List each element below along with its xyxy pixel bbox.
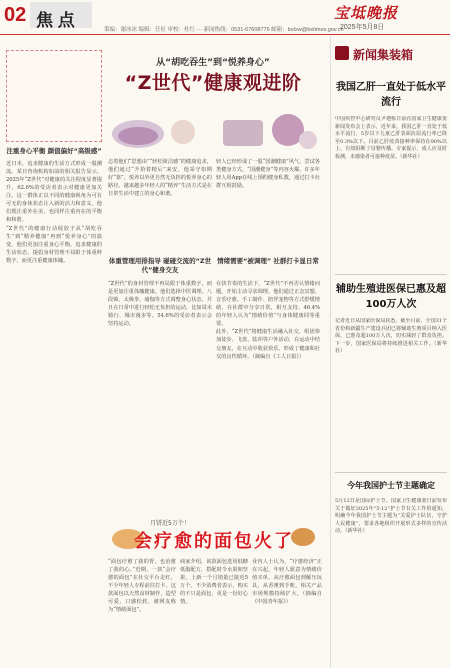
news-title-2: 辅助生殖进医保已惠及超100万人次: [336, 284, 446, 310]
subhead-1: 注重身心平衡 颜值偏好“高级感”: [6, 147, 102, 155]
article-intro: [6, 50, 102, 142]
peach-icon: [171, 120, 195, 144]
article-column-1: [6, 160, 102, 346]
news-title-3: 今年我国护士节主题确定: [347, 481, 435, 490]
issue-date: 2025年5月8日: [340, 24, 385, 31]
article-column-3b: [216, 280, 320, 505]
digest-section-title: 新闻集装箱: [353, 48, 414, 62]
bread-column-3: 业内人士认为，“疗愈经济”正在兴起，年轻人愿意为情绪价值买单。从疗愈面包到解压玩具，从香薰到手账，相关产品市场规模持续扩大。（摘编自《中国青年报》）: [252, 559, 322, 606]
fruit-illustration: [108, 92, 323, 152]
article-column-1-cont: [6, 350, 102, 666]
subhead-2: 体重管理用排指导 碰碰交流的“Z世代”健身交友: [108, 257, 212, 274]
subhead-3: 情绪需要“被调理” 社群打卡显日常: [217, 257, 319, 265]
news-body-3: 5月12日是国际护士节。国家卫生健康委日前发布关于做好2025年“5·12”护士节有关工作的通知，明确今年我国护士节主题为“关爱护士队伍，守护人民健康”，要求各地组织开展形式多样的宣传活动。（新华社）: [335, 498, 447, 534]
paragraph: “Z世代”的健康行动绽放于从“胡吃吞生”到“精养健康”再到“悦养身心”的演变。他们更加注重身心平衡，追求健康的生活状态，提倡身材管理不局限于体重秤数字，而更注重健康体魄。: [6, 225, 102, 264]
paragraph: 近日本，追求健康的生活方式形成一股潮流。某日咨询机构如前的相关报告显示，2025年“Z世代”对健康的关注程度显著提升，62.6%的受访者表示对健康更加关注。这一群体正以不同的健康视角为可有可无的身体状态注入新的活力和意义。他们既注重外在美，也同样注重内在的平衡和和谐。: [6, 161, 102, 224]
article-column-3a: 轻人已经形成了一股“国潮健康”风气。尝试各类健身方式，“国潮健身”等内容火爆，许多年轻人用App在线上预约健身私教，通过打卡社群互相鼓励。: [216, 159, 320, 190]
section-title: 焦 点: [36, 11, 75, 30]
article-column-2b: “Z世代”的身材管理不再局限于体重数字，而是更加注重体魄健康。他们选择中医调理、八段锦、太极拳、瑜伽等方式调整身心状态，并且在日常中进行轻松无负担的运动，比如周末骑行、城市漫步等。54.6%的受访者表示会坚持运动。: [108, 281, 212, 328]
page-header: [0, 0, 450, 35]
editor-credits: 策编：谢冰冰 编辑：任征 审校：杜红 ··· 新闻热线：0531-67608776 邮箱：bxtxw@bxtimes.gov.cn: [104, 27, 344, 33]
news-title-1: 我国乙肝一直处于低水平流行: [336, 82, 446, 108]
bread-column-1: “面包疗愈了我的胃，也治愈了我的心。”近期，一款“会疗愈的面包”在社交平台走红，不少年轻人专程前往打卡。这款面包以天然食材制作，造型可爱，口感松软，被网友称为“情绪面包”。: [108, 559, 176, 614]
news-digest-column: [330, 36, 450, 668]
divider: [335, 472, 447, 473]
bread-column-2: 商家介绍，该款面包选用低糖低脂配方，搭配时令水果和坚果，上新一个月销量已接近5万个。不少消费者表示，购买的不只是面包，更是一份好心情。: [180, 559, 248, 606]
divider: [335, 274, 447, 275]
news-body-2: 记者近日从国家医保局获悉，截至目前，全国31个省份和新疆生产建设兵团已将辅助生殖项目纳入医保，已惠及超100万人次，切实减轻了群众负担。下一步，国家医保局将持续推进相关工作。（新华社）: [335, 318, 447, 354]
banner-kicker: 月饼近5万个！: [150, 520, 190, 527]
news-body-1: 中国疾控中心研究员尹遵栋日前在国家卫生健康委新闻发布会上表示，近年来，我国乙肝一直处于低水平流行，5岁以下儿童乙肝表面抗原流行率已降至0.3%以下。目前乙肝疫苗接种率保持在90%以上，有效阻断了母婴传播。专家提示，成人应及时检测，未感染者可接种疫苗。（新华社）: [335, 116, 447, 160]
paragraph: 此外，“Z世代”将健康生活融入社交，组团参加徒步、飞盘、陆冲等户外活动，在运动中结交朋友，在互动中收获快乐，形成了健康和社交的良性循环。（摘编自《工人日报》）: [216, 329, 320, 360]
page-number: 02: [4, 4, 27, 26]
article-kicker: 从“胡吃吞生”到“悦养身心”: [156, 58, 270, 68]
paragraph: 在快节奏的生活下，“Z世代”不再否认情绪问题，开始主动寻求调理。他们通过正念冥想、音乐疗愈、手工制作、陪伴宠物等方式舒缓情绪，在社群中分享日常，相互支持。46.4%的年轻人认为“情绪价值”与身体健康同等重要。: [216, 281, 320, 328]
newspaper-logo: 宝坻晚报: [334, 4, 399, 22]
banner-title: 会疗愈的面包火了: [134, 531, 294, 552]
article-headline: “Z世代”健康观进阶: [124, 72, 302, 94]
article-column-2a: 志着他们“思想由”“轻松简洁感”的健康追求，他们通过“升拾着精后”来安，他采守如期好“靠”，悦养以外更自然无负担的悦养身心的路径。越来越多年轻人的“精养”生活方式是在日常生活中建立的身心和谐。: [108, 159, 212, 198]
